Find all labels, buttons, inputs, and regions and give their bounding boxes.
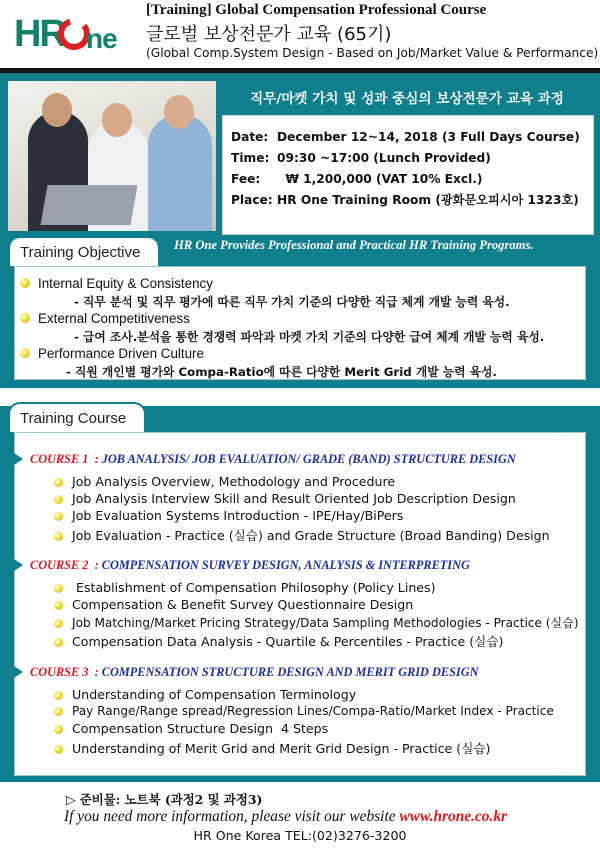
course-item: Job Analysis Overview, Methodology and Procedure	[54, 474, 395, 489]
course-item: Compensation & Benefit Survey Questionnaire Design	[54, 597, 413, 612]
bullet-icon	[54, 691, 63, 700]
objective-item: Internal Equity & Consistency	[20, 276, 213, 291]
bullet-icon	[20, 348, 30, 358]
bullet-icon	[20, 313, 30, 323]
course-item: Understanding of Merit Grid and Merit Grid Design - Practice (실습)	[54, 738, 490, 757]
course-item: Compensation Structure Design 4 Steps	[54, 721, 328, 736]
bullet-icon	[54, 725, 63, 734]
course-item: Understanding of Compensation Terminology	[54, 687, 356, 702]
info-row-place	[231, 189, 593, 210]
bullet-icon	[54, 619, 63, 628]
bullet-icon	[54, 495, 63, 504]
arrow-icon	[14, 666, 23, 678]
arrow-icon	[14, 559, 23, 571]
svg-text:ne: ne	[86, 23, 117, 54]
course-item: Establishment of Compensation Philosophy (Policy Lines)	[54, 580, 436, 595]
bullet-icon	[54, 638, 63, 647]
bullet-icon	[54, 478, 63, 487]
course-item: Job Evaluation Systems Introduction - IPE/Hay/BiPers	[54, 508, 403, 523]
course-info-box	[222, 115, 594, 235]
info-key: Date:	[231, 129, 269, 144]
header-korean-title: 글로벌 보상전문가 교육 (65기)	[146, 24, 392, 45]
arrow-icon	[14, 453, 23, 465]
objective-section-header	[0, 236, 600, 266]
laptop-image	[40, 185, 137, 225]
bullet-icon	[54, 707, 63, 716]
objective-desc: - 직원 개인별 평가와 Compa-Ratio에 따른 다양한 Merit Grid 개발 능력 육성.	[66, 365, 497, 379]
objective-desc: - 직무 분석 및 직무 평가에 따른 직무 가치 기준의 다양한 직급 체계 개발 능력 육성.	[74, 295, 510, 309]
info-row-date	[231, 126, 593, 147]
supplies-note: ▷ 준비물: 노트북 (과정2 및 과정3)	[66, 792, 263, 807]
bullet-icon	[54, 745, 63, 754]
header	[0, 0, 600, 68]
course-item: Compensation Data Analysis - Quartile & Percentiles - Practice (실습)	[54, 631, 503, 650]
bullet-icon	[54, 512, 63, 521]
hrone-logo	[14, 10, 132, 54]
bullet-icon	[54, 584, 63, 593]
logo-mark	[14, 10, 132, 54]
course-3-title: COURSE 3 : COMPENSATION STRUCTURE DESIGN AND MERIT GRID DESIGN	[30, 665, 479, 679]
course-1-title: COURSE 1 : JOB ANALYSIS/ JOB EVALUATION/ GRADE (BAND) STRUCTURE DESIGN	[30, 452, 516, 466]
course-item: Job Evaluation - Practice (실습) and Grade Structure (Broad Banding) Design	[54, 525, 550, 544]
contact-phone: HR One Korea TEL:(02)3276-3200	[193, 828, 407, 843]
objective-tab: Training Objective	[8, 236, 160, 266]
objective-item: Performance Driven Culture	[20, 346, 204, 361]
hero-title: 직무/마켓 가치 및 성과 중심의 보상전문가 교육 과정	[250, 91, 564, 107]
business-people-photo	[8, 81, 216, 231]
course-2-title: COURSE 2 : COMPENSATION SURVEY DESIGN, ANALYSIS & INTERPRETING	[30, 558, 470, 572]
svg-text:HR: HR	[14, 13, 65, 54]
header-subtitle: (Global Comp.System Design - Based on Job/Market Value & Performance)	[146, 46, 599, 60]
course-item: Pay Range/Range spread/Regression Lines/Compa-Ratio/Market Index - Practice	[54, 704, 554, 718]
info-value: 09:30 ~17:00 (Lunch Provided)	[277, 150, 491, 165]
course-item: Job Matching/Market Pricing Strategy/Data Sampling Methodologies - Practice (실습)	[54, 614, 579, 631]
bullet-icon	[20, 278, 30, 288]
info-value: HR One Training Room (광화문오피시아 1323호)	[277, 193, 579, 207]
website-link[interactable]: www.hrone.co.kr	[399, 808, 508, 825]
bullet-icon	[54, 601, 63, 610]
info-value: ₩ 1,200,000 (VAT 10% Excl.)	[277, 171, 483, 186]
info-key: Place:	[231, 192, 273, 207]
objective-desc: - 급여 조사.분석을 통한 경쟁력 파악과 마켓 가치 기준의 다양한 급여 체계 개발 능력 육성.	[74, 330, 545, 344]
info-key: Fee:	[231, 171, 261, 186]
info-key: Time:	[231, 150, 270, 165]
info-row-time	[231, 147, 593, 168]
header-course-title: [Training] Global Compensation Professional Course	[146, 2, 487, 18]
course-item: Job Analysis Interview Skill and Result Oriented Job Description Design	[54, 491, 516, 506]
course-tab: Training Course	[8, 402, 146, 432]
course-section-header	[0, 402, 600, 432]
website-note: If you need more information, please visit our website www.hrone.co.kr	[64, 808, 508, 825]
bullet-icon	[54, 532, 63, 541]
objective-item: External Competitiveness	[20, 311, 190, 326]
info-value: December 12~14, 2018 (3 Full Days Course)	[277, 129, 580, 144]
objective-tagline: HR One Provides Professional and Practical HR Training Programs.	[174, 238, 534, 252]
hero-section	[0, 73, 600, 245]
info-row-fee	[231, 168, 593, 189]
